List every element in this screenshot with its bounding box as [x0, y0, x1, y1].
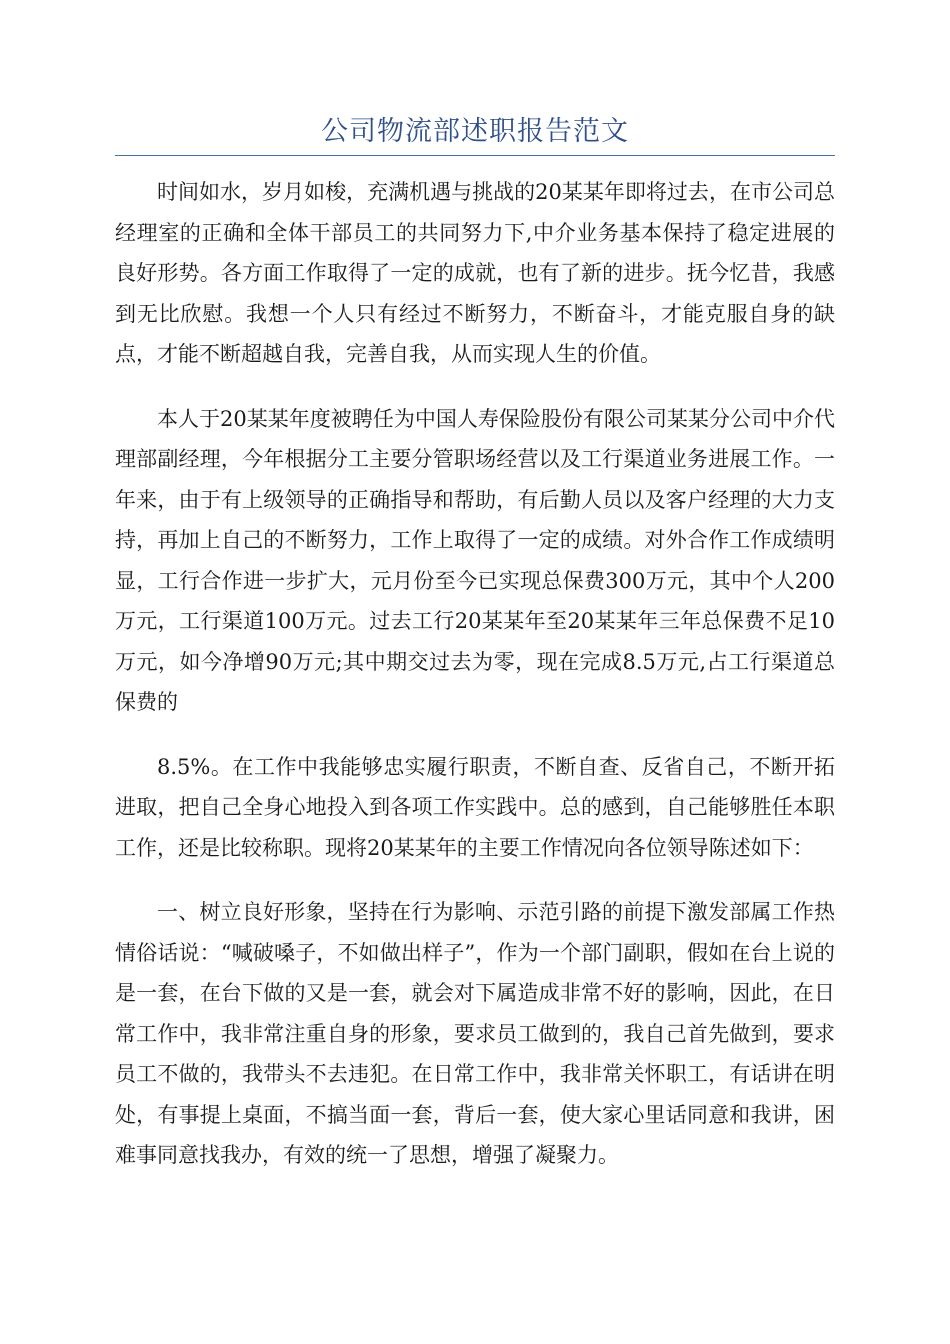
document-body: [115, 172, 835, 1176]
document-title: 公司物流部述职报告范文: [321, 116, 629, 147]
paragraph-2: 本人于20某某年度被聘任为中国人寿保险股份有限公司某某分公司中介代理部副经理，今年根据分工主要分管职场经营以及工行渠道业务进展工作。一年来，由于有上级领导的正确指导和帮助，有后勤人员以及客户经理的大力支持，再加上自己的不断努力，工作上取得了一定的成绩。对外合作工作成绩明显，工行合作进一步扩大，元月份至今已实现总保费300万元，其中个人200万元，工行渠道100万元。过去工行20某某年至20某某年三年总保费不足10万元，如今净增90万元;其中期交过去为零，现在完成8.5万元,占工行渠道总保费的: [115, 406, 835, 714]
title-underline: [115, 155, 835, 156]
paragraph-1: 时间如水，岁月如梭，充满机遇与挑战的20某某年即将过去，在市公司总经理室的正确和全体干部员工的共同努力下,中介业务基本保持了稳定进展的良好形势。各方面工作取得了一定的成就，也有了新的进步。抚今忆昔，我感到无比欣慰。我想一个人只有经过不断努力，不断奋斗，才能克服自身的缺点，才能不断超越自我，完善自我，从而实现人生的价值。: [115, 180, 835, 366]
paragraph-3: 8.5%。在工作中我能够忠实履行职责，不断自查、反省自己，不断开拓进取，把自己全身心地投入到各项工作实践中。总的感到，自己能够胜任本职工作，还是比较称职。现将20某某年的主要工作情况向各位领导陈述如下：: [115, 754, 835, 860]
paragraph-4: 一、树立良好形象，坚持在行为影响、示范引路的前提下激发部属工作热情俗话说：“喊破嗓子，不如做出样子”，作为一个部门副职，假如在台上说的是一套，在台下做的又是一套，就会对下属造成非常不好的影响，因此，在日常工作中，我非常注重自身的形象，要求员工做到的，我自己首先做到，要求员工不做的，我带头不去违犯。在日常工作中，我非常关怀职工，有话讲在明处，有事提上桌面，不搞当面一套，背后一套，使大家心里话同意和我讲，困难事同意找我办，有效的统一了思想，增强了凝聚力。: [115, 900, 835, 1167]
